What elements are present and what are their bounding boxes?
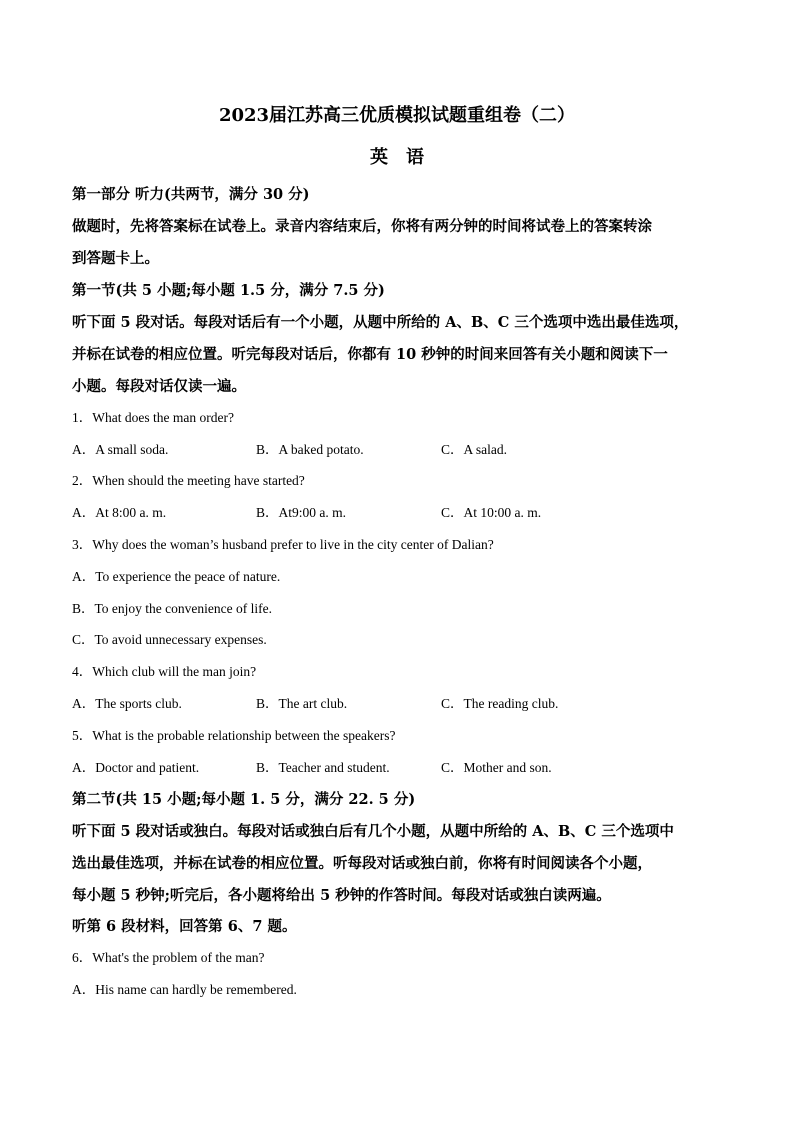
section1-instruction-line: 听下面 5 段对话。每段对话后有一个小题，从题中所给的 A、B、C 三个选项中选出最佳选项， <box>72 314 689 331</box>
q2-option-b: B．At9:00 a. m. <box>256 505 346 520</box>
q2-option-c: C．At 10:00 a. m. <box>441 505 542 520</box>
q5-option-a: A．Doctor and patient. <box>72 760 200 775</box>
section1-instruction-line: 并标在试卷的相应位置。听完每段对话后，你都有 10 秒钟的时间来回答有关小题和阅读下一 <box>72 346 668 363</box>
question-1: 1．What does the man order? <box>72 410 234 425</box>
question-5: 5．What is the probable relationship between the speakers? <box>72 728 396 743</box>
question-4: 4．Which club will the man join? <box>72 664 257 679</box>
section2-instruction-line: 选出最佳选项，并标在试卷的相应位置。听每段对话或独白前，你将有时间阅读各个小题， <box>72 855 652 872</box>
q1-option-b: B．A baked potato. <box>256 442 364 457</box>
question-3: 3．Why does the woman’s husband prefer to live in the city center of Dalian? <box>72 537 494 552</box>
q3-option-b: B．To enjoy the convenience of life. <box>72 601 272 616</box>
q4-option-c: C．The reading club. <box>441 696 559 711</box>
page-title: 2023届江苏高三优质模拟试题重组卷（二） <box>218 105 576 126</box>
part1-heading: 第一部分 听力(共两节，满分 30 分) <box>72 186 310 203</box>
q1-option-a: A．A small soda. <box>72 442 169 457</box>
q1-option-c: C．A salad. <box>441 442 507 457</box>
q6-option-a: A．His name can hardly be remembered. <box>72 982 297 997</box>
q5-option-c: C．Mother and son. <box>441 760 552 775</box>
subject-title: 英语 <box>370 147 442 168</box>
q4-option-b: B．The art club. <box>256 696 348 711</box>
q3-option-a: A．To experience the peace of nature. <box>72 569 281 584</box>
section2-instruction-line: 听下面 5 段对话或独白。每段对话或独白后有几个小题，从题中所给的 A、B、C 三个选项中 <box>72 823 674 840</box>
question-6: 6．What's the problem of the man? <box>72 950 265 965</box>
part1-instruction-line: 做题时，先将答案标在试卷上。录音内容结束后，你将有两分钟的时间将试卷上的答案转涂 <box>72 218 652 235</box>
q5-option-b: B．Teacher and student. <box>256 760 390 775</box>
section1-heading: 第一节(共 5 小题;每小题 1.5 分，满分 7.5 分) <box>72 282 385 299</box>
q3-option-c: C．To avoid unnecessary expenses. <box>72 632 267 647</box>
section2-instruction-line: 每小题 5 秒钟;听完后，各小题将给出 5 秒钟的作答时间。每段对话或独白读两遍。 <box>72 887 611 904</box>
section2-heading: 第二节(共 15 小题;每小题 1. 5 分，满分 22. 5 分) <box>72 791 416 808</box>
q2-option-a: A．At 8:00 a. m. <box>72 505 167 520</box>
q4-option-a: A．The sports club. <box>72 696 182 711</box>
part1-instruction-line: 到答题卡上。 <box>72 250 159 267</box>
section1-instruction-line: 小题。每段对话仅读一遍。 <box>72 378 246 395</box>
question-2: 2．When should the meeting have started? <box>72 473 305 488</box>
material-note: 听第 6 段材料，回答第 6、7 题。 <box>72 918 297 935</box>
